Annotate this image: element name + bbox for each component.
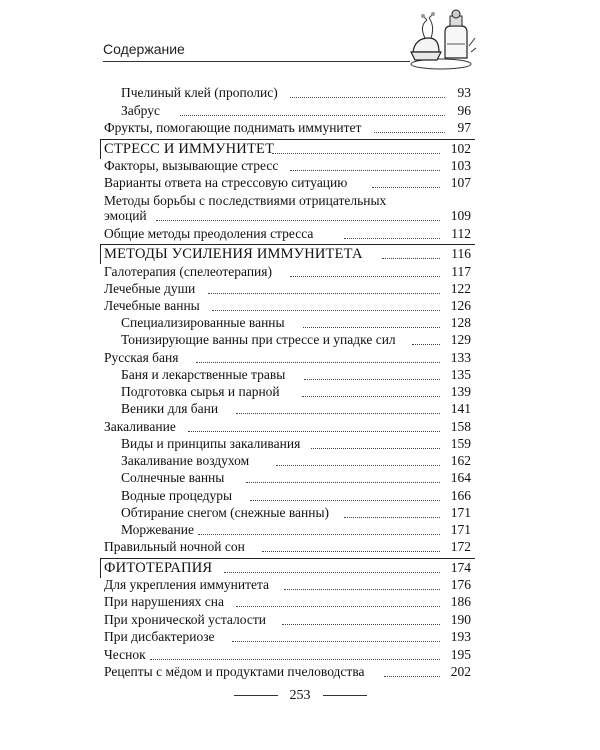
toc-leader-dots bbox=[290, 97, 445, 98]
toc-entry-title: Подготовка сырья и парной bbox=[121, 384, 280, 399]
toc-leader-dots bbox=[311, 448, 440, 449]
toc-entry-page: 103 bbox=[450, 158, 471, 173]
toc-entry-page: 193 bbox=[450, 629, 471, 644]
toc-entry-page: 96 bbox=[457, 103, 471, 118]
toc-entry bbox=[0, 383, 600, 401]
toc-leader-dots bbox=[198, 534, 440, 535]
toc-leader-dots bbox=[250, 500, 440, 501]
toc-entry bbox=[0, 628, 600, 646]
toc-entry bbox=[0, 452, 600, 470]
toc-entry bbox=[0, 263, 600, 281]
toc-entry-page: 128 bbox=[450, 315, 471, 330]
toc-entry-page: 164 bbox=[450, 470, 471, 485]
toc-entry-page: 158 bbox=[450, 419, 471, 434]
toc-leader-dots bbox=[374, 132, 445, 133]
toc-entry-title: Лечебные ванны bbox=[104, 298, 200, 313]
toc-entry bbox=[0, 119, 600, 137]
toc-entry bbox=[0, 349, 600, 367]
toc-entry-page: 122 bbox=[450, 281, 471, 296]
toc-entry bbox=[0, 314, 600, 332]
toc-entry-title: Специализированные ванны bbox=[121, 315, 285, 330]
toc-entry-page: 171 bbox=[450, 522, 471, 537]
toc-leader-dots bbox=[180, 115, 445, 116]
footer-rule-left bbox=[234, 695, 278, 696]
toc-entry bbox=[0, 84, 600, 102]
toc-entry-title: Общие методы преодоления стресса bbox=[104, 226, 314, 241]
toc-entry-title: Водные процедуры bbox=[121, 488, 233, 503]
toc-entry-title: Солнечные ванны bbox=[121, 470, 225, 485]
toc-entry-title: Чеснок bbox=[104, 647, 146, 662]
toc-entry bbox=[0, 225, 600, 243]
toc-entry bbox=[0, 435, 600, 453]
toc-entry-page: 171 bbox=[450, 505, 471, 520]
toc-leader-dots bbox=[156, 220, 440, 221]
toc-entry bbox=[0, 297, 600, 315]
toc-entry-title: При хронической усталости bbox=[104, 612, 266, 627]
toc-leader-dots bbox=[236, 413, 440, 414]
page-footer bbox=[0, 688, 600, 704]
toc-leader-dots bbox=[262, 551, 440, 552]
toc-entry-page: 162 bbox=[450, 453, 471, 468]
toc-entry-title: Закаливание bbox=[104, 419, 176, 434]
toc-entry bbox=[0, 418, 600, 436]
toc-entry-page: 166 bbox=[450, 488, 471, 503]
toc-entry bbox=[0, 646, 600, 664]
toc-entry-page: 112 bbox=[451, 226, 471, 241]
toc-leader-dots bbox=[412, 344, 440, 345]
toc-entry bbox=[0, 469, 600, 487]
toc-entry bbox=[0, 207, 600, 225]
toc-leader-dots bbox=[224, 572, 440, 573]
toc-leader-dots bbox=[232, 641, 440, 642]
footer-rule-right bbox=[323, 695, 367, 696]
toc-leader-dots bbox=[290, 276, 440, 277]
toc-entry-title: Моржевание bbox=[121, 522, 194, 537]
toc-entry-page: 186 bbox=[450, 594, 471, 609]
toc-entry-title: Лечебные души bbox=[104, 281, 196, 296]
toc-entry-page: 195 bbox=[450, 647, 471, 662]
toc-section-title: МЕТОДЫ УСИЛЕНИЯ ИММУНИТЕТА bbox=[104, 246, 363, 262]
toc-entry-page: 109 bbox=[450, 208, 471, 223]
toc-entry-title: Веники для бани bbox=[121, 401, 219, 416]
toc-leader-dots bbox=[276, 465, 440, 466]
toc-leader-dots bbox=[282, 624, 440, 625]
toc-entry-title: Варианты ответа на стрессовую ситуацию bbox=[104, 175, 348, 190]
toc-entry-page: 126 bbox=[450, 298, 471, 313]
toc-entry bbox=[0, 538, 600, 556]
toc-leader-dots bbox=[212, 310, 440, 311]
toc-leader-dots bbox=[302, 396, 440, 397]
toc-leader-dots bbox=[236, 606, 440, 607]
toc-section-heading bbox=[0, 140, 600, 158]
toc-leader-dots bbox=[344, 517, 440, 518]
toc-entry-title: Забрус bbox=[121, 103, 160, 118]
toc-entry-title: Методы борьбы с последствиями отрицательных bbox=[104, 193, 387, 208]
toc-leader-dots bbox=[344, 238, 440, 239]
toc-entry-title: Галотерапия (спелеотерапия) bbox=[104, 264, 272, 279]
toc-entry bbox=[0, 611, 600, 629]
toc-entry bbox=[0, 366, 600, 384]
toc-entry-title: При нарушениях сна bbox=[104, 594, 225, 609]
toc-entry-page: 202 bbox=[450, 664, 471, 679]
toc-entry-page: 135 bbox=[450, 367, 471, 382]
toc-leader-dots bbox=[272, 153, 440, 154]
toc-section-title: СТРЕСС И ИММУНИТЕТ bbox=[104, 141, 275, 157]
toc-entry bbox=[0, 157, 600, 175]
toc-leader-dots bbox=[196, 362, 440, 363]
toc-entry bbox=[0, 521, 600, 539]
toc-entry bbox=[0, 400, 600, 418]
toc-leader-dots bbox=[372, 187, 440, 188]
toc-entry-page: 97 bbox=[457, 120, 471, 135]
toc-entry bbox=[0, 174, 600, 192]
toc-entry-page: 141 bbox=[450, 401, 471, 416]
toc-entry-title: Тонизирующие ванны при стрессе и упадке сил bbox=[121, 332, 396, 347]
toc-entry-page: 133 bbox=[450, 350, 471, 365]
toc-entry-page: 102 bbox=[450, 141, 471, 156]
toc-entry-title: Закаливание воздухом bbox=[121, 453, 250, 468]
toc-leader-dots bbox=[284, 589, 440, 590]
toc-entry-page: 116 bbox=[451, 246, 471, 261]
toc-entry-title: Русская баня bbox=[104, 350, 179, 365]
toc-entry-title: Виды и принципы закаливания bbox=[121, 436, 301, 451]
toc-entry-page: 176 bbox=[450, 577, 471, 592]
toc-leader-dots bbox=[246, 482, 440, 483]
toc-leader-dots bbox=[208, 293, 440, 294]
toc-entry-title: При дисбактериозе bbox=[104, 629, 215, 644]
toc-leader-dots bbox=[384, 676, 440, 677]
toc-leader-dots bbox=[304, 379, 440, 380]
running-header-title: Содержание bbox=[103, 41, 185, 57]
toc-entry-title: Баня и лекарственные травы bbox=[121, 367, 286, 382]
page-number: 253 bbox=[289, 688, 311, 703]
toc-section-heading bbox=[0, 559, 600, 577]
toc-entry-title: Обтирание снегом (снежные ванны) bbox=[121, 505, 330, 520]
toc-entry bbox=[0, 331, 600, 349]
toc-entry-page: 190 bbox=[450, 612, 471, 627]
toc-entry-title: Фрукты, помогающие поднимать иммунитет bbox=[104, 120, 362, 135]
toc-entry-page: 107 bbox=[450, 175, 471, 190]
toc-entry-page: 172 bbox=[450, 539, 471, 554]
toc-entry-page: 93 bbox=[457, 85, 471, 100]
toc-entry bbox=[0, 504, 600, 522]
toc-leader-dots bbox=[150, 659, 440, 660]
toc-entry bbox=[0, 576, 600, 594]
toc-entry-page: 174 bbox=[450, 560, 471, 575]
toc-entry bbox=[0, 593, 600, 611]
toc-entry-title: Факторы, вызывающие стресс bbox=[104, 158, 279, 173]
toc-leader-dots bbox=[382, 258, 440, 259]
toc-entry bbox=[0, 280, 600, 298]
toc-entry-title: Пчелиный клей (прополис) bbox=[121, 85, 278, 100]
toc-entry-page: 117 bbox=[451, 264, 471, 279]
toc-leader-dots bbox=[188, 431, 440, 432]
toc-entry-title: Рецепты с мёдом и продуктами пчеловодства bbox=[104, 664, 365, 679]
toc-section-heading bbox=[0, 245, 600, 263]
toc-entry bbox=[0, 663, 600, 681]
toc-entry-page: 159 bbox=[450, 436, 471, 451]
toc-entry-page: 139 bbox=[450, 384, 471, 399]
toc-leader-dots bbox=[290, 170, 440, 171]
toc-leader-dots bbox=[303, 327, 440, 328]
toc-entry bbox=[0, 102, 600, 120]
toc-entry-title: Правильный ночной сон bbox=[104, 539, 245, 554]
toc-entry-title: Для укрепления иммунитета bbox=[104, 577, 270, 592]
toc-entry-page: 129 bbox=[450, 332, 471, 347]
toc-section-title: ФИТОТЕРАПИЯ bbox=[104, 560, 213, 576]
toc-entry bbox=[0, 487, 600, 505]
toc-entry-title: эмоций bbox=[104, 208, 147, 223]
